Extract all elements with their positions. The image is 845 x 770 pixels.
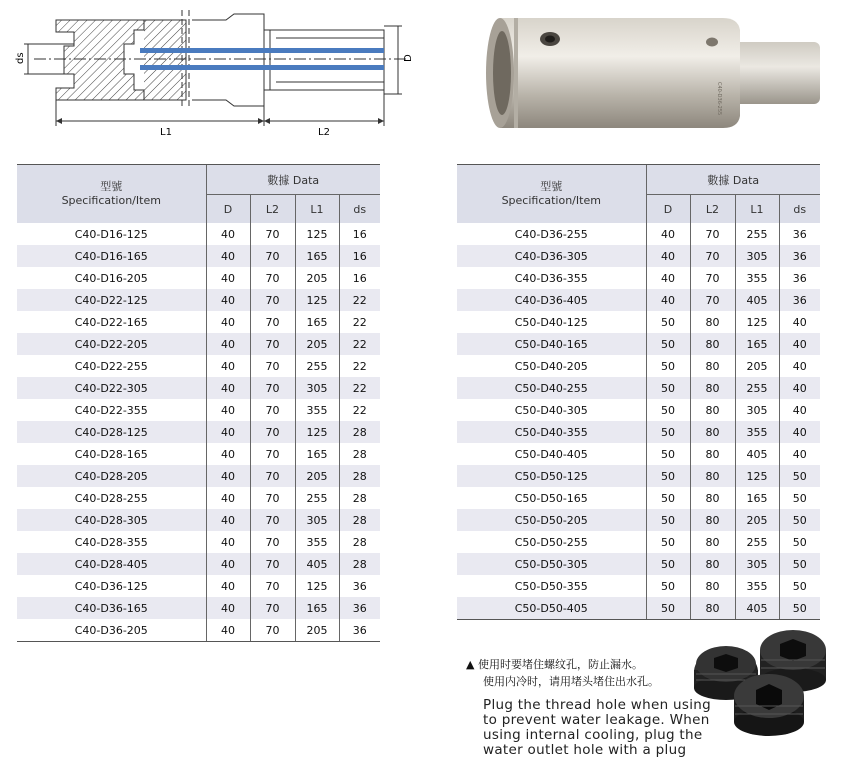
table-row xyxy=(17,531,380,553)
cell-item: C40-D28-125 xyxy=(17,421,206,443)
cell-L2: 70 xyxy=(250,333,295,355)
cell-L2: 70 xyxy=(250,487,295,509)
cell-ds: 36 xyxy=(779,223,820,245)
table-row xyxy=(17,399,380,421)
cell-ds: 50 xyxy=(779,531,820,553)
cell-D: 40 xyxy=(206,465,250,487)
cell-ds: 50 xyxy=(779,487,820,509)
label-L1: L1 xyxy=(160,127,172,138)
cell-L2: 80 xyxy=(690,509,735,531)
cell-L2: 70 xyxy=(250,597,295,619)
cell-L1: 305 xyxy=(295,509,339,531)
cell-L1: 165 xyxy=(295,311,339,333)
table-row xyxy=(17,267,380,289)
table-row xyxy=(17,553,380,575)
cell-L2: 80 xyxy=(690,443,735,465)
cell-item: C40-D22-305 xyxy=(17,377,206,399)
cell-L1: 165 xyxy=(295,443,339,465)
label-D: D xyxy=(403,54,414,62)
cell-L2: 80 xyxy=(690,399,735,421)
cell-ds: 50 xyxy=(779,509,820,531)
cell-item: C50-D40-255 xyxy=(457,377,646,399)
cell-L1: 125 xyxy=(295,289,339,311)
cell-item: C40-D36-405 xyxy=(457,289,646,311)
cell-L2: 70 xyxy=(690,267,735,289)
cell-L1: 355 xyxy=(295,531,339,553)
cell-ds: 28 xyxy=(339,509,380,531)
cell-L2: 70 xyxy=(250,355,295,377)
cell-L1: 305 xyxy=(735,553,779,575)
table-row xyxy=(457,487,820,509)
cell-L2: 70 xyxy=(250,377,295,399)
cell-ds: 36 xyxy=(779,267,820,289)
cell-L1: 405 xyxy=(735,597,779,620)
cell-ds: 28 xyxy=(339,487,380,509)
note-cn-line2: 使用内冷时，请用堵头堵住出水孔。 xyxy=(483,675,659,688)
table-row xyxy=(17,465,380,487)
header-item-en: Specification/Item xyxy=(501,194,601,207)
cell-D: 40 xyxy=(206,531,250,553)
table-row xyxy=(17,509,380,531)
table-row xyxy=(457,267,820,289)
cell-ds: 50 xyxy=(779,553,820,575)
table-row xyxy=(17,443,380,465)
cell-D: 40 xyxy=(206,223,250,245)
table-row xyxy=(17,311,380,333)
cell-item: C40-D28-355 xyxy=(17,531,206,553)
cell-D: 50 xyxy=(646,487,690,509)
cell-L2: 70 xyxy=(690,289,735,311)
cell-D: 50 xyxy=(646,377,690,399)
cell-item: C50-D50-165 xyxy=(457,487,646,509)
note-en-line4: water outlet hole with a plug xyxy=(483,742,687,758)
cell-D: 40 xyxy=(206,443,250,465)
cell-item: C40-D36-255 xyxy=(457,223,646,245)
cell-L1: 165 xyxy=(295,245,339,267)
table-row xyxy=(457,465,820,487)
cell-L1: 125 xyxy=(735,465,779,487)
plug-screws-photo xyxy=(684,624,840,748)
cell-ds: 36 xyxy=(339,597,380,619)
table-row xyxy=(457,509,820,531)
cell-L2: 80 xyxy=(690,531,735,553)
table-row xyxy=(17,223,380,245)
cell-ds: 40 xyxy=(779,355,820,377)
header-col-L2: L2 xyxy=(690,195,735,224)
cell-L2: 70 xyxy=(250,575,295,597)
cell-L2: 80 xyxy=(690,597,735,620)
note-en-line2: to prevent water leakage. When xyxy=(483,712,710,728)
cell-ds: 22 xyxy=(339,355,380,377)
spec-table-right xyxy=(457,164,820,620)
cell-L2: 70 xyxy=(250,421,295,443)
cell-item: C50-D40-165 xyxy=(457,333,646,355)
cell-ds: 16 xyxy=(339,245,380,267)
header-item-cn: 型號 xyxy=(540,180,563,193)
cell-L1: 255 xyxy=(735,223,779,245)
table-row xyxy=(17,289,380,311)
cell-D: 40 xyxy=(646,245,690,267)
table-row xyxy=(17,575,380,597)
cell-L2: 70 xyxy=(250,399,295,421)
cell-L2: 80 xyxy=(690,333,735,355)
cell-L2: 70 xyxy=(250,531,295,553)
cell-ds: 28 xyxy=(339,421,380,443)
cell-L1: 305 xyxy=(295,377,339,399)
cell-D: 50 xyxy=(646,465,690,487)
cell-ds: 36 xyxy=(339,575,380,597)
cell-L2: 80 xyxy=(690,465,735,487)
cell-L2: 80 xyxy=(690,311,735,333)
table-row xyxy=(17,619,380,642)
cell-ds: 16 xyxy=(339,267,380,289)
table-row xyxy=(457,443,820,465)
cell-ds: 22 xyxy=(339,377,380,399)
cell-D: 50 xyxy=(646,333,690,355)
cell-ds: 28 xyxy=(339,443,380,465)
cell-item: C40-D36-125 xyxy=(17,575,206,597)
table-row xyxy=(17,333,380,355)
cell-L1: 125 xyxy=(735,311,779,333)
cell-item: C40-D28-205 xyxy=(17,465,206,487)
table-row xyxy=(457,421,820,443)
technical-drawing xyxy=(14,8,414,140)
table-row xyxy=(457,575,820,597)
cell-D: 50 xyxy=(646,421,690,443)
cell-L1: 205 xyxy=(295,465,339,487)
cell-ds: 16 xyxy=(339,223,380,245)
table-row xyxy=(457,377,820,399)
cell-ds: 36 xyxy=(779,289,820,311)
cell-ds: 36 xyxy=(339,619,380,642)
cell-D: 40 xyxy=(206,399,250,421)
cell-D: 40 xyxy=(206,487,250,509)
cell-item: C40-D22-205 xyxy=(17,333,206,355)
cell-L2: 80 xyxy=(690,421,735,443)
cell-ds: 22 xyxy=(339,311,380,333)
cell-L2: 70 xyxy=(250,443,295,465)
cell-L2: 70 xyxy=(690,245,735,267)
cell-L1: 165 xyxy=(295,597,339,619)
cell-L1: 255 xyxy=(735,531,779,553)
table-row xyxy=(457,333,820,355)
cell-L2: 70 xyxy=(250,245,295,267)
header-item xyxy=(457,165,646,224)
cell-ds: 22 xyxy=(339,289,380,311)
cell-item: C50-D40-125 xyxy=(457,311,646,333)
cell-L2: 80 xyxy=(690,575,735,597)
cell-L1: 165 xyxy=(735,487,779,509)
cell-ds: 40 xyxy=(779,333,820,355)
cell-ds: 50 xyxy=(779,597,820,620)
cell-D: 40 xyxy=(206,421,250,443)
table-row xyxy=(17,421,380,443)
cell-item: C50-D50-405 xyxy=(457,597,646,620)
cell-D: 50 xyxy=(646,443,690,465)
cell-D: 40 xyxy=(206,333,250,355)
cell-L1: 205 xyxy=(735,355,779,377)
cell-item: C40-D36-165 xyxy=(17,597,206,619)
table-row xyxy=(457,531,820,553)
table-row xyxy=(457,553,820,575)
header-col-L1: L1 xyxy=(735,195,779,224)
note-en-line3: using internal cooling, plug the xyxy=(483,727,703,743)
table-row xyxy=(457,223,820,245)
table-right-body xyxy=(457,223,820,620)
cell-L1: 305 xyxy=(735,245,779,267)
table-row xyxy=(457,245,820,267)
cell-D: 40 xyxy=(206,245,250,267)
table-row xyxy=(457,597,820,620)
header-item-en: Specification/Item xyxy=(61,194,161,207)
cell-item: C40-D16-205 xyxy=(17,267,206,289)
cell-L1: 125 xyxy=(295,421,339,443)
cell-item: C50-D40-405 xyxy=(457,443,646,465)
cell-L2: 80 xyxy=(690,355,735,377)
cell-L1: 355 xyxy=(735,267,779,289)
cell-item: C50-D40-205 xyxy=(457,355,646,377)
header-col-ds: ds xyxy=(779,195,820,224)
cell-ds: 28 xyxy=(339,531,380,553)
cell-D: 40 xyxy=(206,509,250,531)
header-item xyxy=(17,165,206,224)
table-row xyxy=(17,487,380,509)
cell-L2: 70 xyxy=(690,223,735,245)
cell-L2: 70 xyxy=(250,267,295,289)
cell-L1: 205 xyxy=(295,619,339,642)
note-en-line1: Plug the thread hole when using xyxy=(483,697,711,713)
plug-screw-3 xyxy=(734,674,804,736)
cell-D: 40 xyxy=(206,377,250,399)
header-col-D: D xyxy=(206,195,250,224)
cell-L1: 125 xyxy=(295,223,339,245)
cell-D: 40 xyxy=(206,597,250,619)
cell-ds: 50 xyxy=(779,575,820,597)
cell-L1: 255 xyxy=(295,355,339,377)
cell-ds: 36 xyxy=(779,245,820,267)
cell-D: 40 xyxy=(646,289,690,311)
cell-L1: 305 xyxy=(735,399,779,421)
note-cn xyxy=(466,656,706,690)
cell-item: C50-D40-305 xyxy=(457,399,646,421)
cell-item: C40-D28-305 xyxy=(17,509,206,531)
cell-ds: 50 xyxy=(779,465,820,487)
table-row xyxy=(17,377,380,399)
table-row xyxy=(457,355,820,377)
cell-item: C50-D50-255 xyxy=(457,531,646,553)
cell-L2: 70 xyxy=(250,289,295,311)
cell-L1: 125 xyxy=(295,575,339,597)
cell-ds: 22 xyxy=(339,333,380,355)
cell-item: C50-D50-305 xyxy=(457,553,646,575)
cell-L1: 205 xyxy=(295,333,339,355)
cell-L2: 80 xyxy=(690,487,735,509)
cell-L2: 80 xyxy=(690,377,735,399)
label-L2: L2 xyxy=(318,127,330,138)
cell-D: 50 xyxy=(646,553,690,575)
cell-D: 50 xyxy=(646,597,690,620)
table-row xyxy=(457,311,820,333)
cell-D: 40 xyxy=(646,267,690,289)
table-left-body xyxy=(17,223,380,642)
table-row xyxy=(457,289,820,311)
cell-item: C40-D22-355 xyxy=(17,399,206,421)
header-data: 數據 Data xyxy=(206,165,380,195)
cell-item: C40-D16-125 xyxy=(17,223,206,245)
cell-D: 40 xyxy=(206,553,250,575)
cell-L1: 355 xyxy=(735,421,779,443)
cell-item: C40-D16-165 xyxy=(17,245,206,267)
cell-L2: 80 xyxy=(690,553,735,575)
label-ds: ds xyxy=(15,52,26,64)
cell-L2: 70 xyxy=(250,553,295,575)
table-row xyxy=(457,399,820,421)
cell-L2: 70 xyxy=(250,509,295,531)
product-photo xyxy=(478,12,826,132)
cell-D: 50 xyxy=(646,509,690,531)
cell-L1: 355 xyxy=(735,575,779,597)
cell-ds: 40 xyxy=(779,443,820,465)
cell-ds: 28 xyxy=(339,553,380,575)
cell-ds: 40 xyxy=(779,311,820,333)
table-row xyxy=(17,355,380,377)
cell-D: 40 xyxy=(206,355,250,377)
cell-item: C40-D22-125 xyxy=(17,289,206,311)
cell-D: 40 xyxy=(206,267,250,289)
cell-D: 40 xyxy=(206,575,250,597)
cell-D: 50 xyxy=(646,311,690,333)
cell-L1: 205 xyxy=(295,267,339,289)
cell-L1: 205 xyxy=(735,509,779,531)
cell-L1: 405 xyxy=(735,443,779,465)
cell-item: C40-D22-165 xyxy=(17,311,206,333)
cell-L1: 405 xyxy=(295,553,339,575)
cell-D: 40 xyxy=(206,289,250,311)
cell-D: 40 xyxy=(646,223,690,245)
cell-item: C50-D40-355 xyxy=(457,421,646,443)
note-cn-line1: ▲ 使用时要堵住螺纹孔，防止漏水。 xyxy=(466,658,643,671)
cell-L1: 165 xyxy=(735,333,779,355)
cell-D: 50 xyxy=(646,575,690,597)
cell-L2: 70 xyxy=(250,619,295,642)
header-item-cn: 型號 xyxy=(100,180,123,193)
header-col-L1: L1 xyxy=(295,195,339,224)
cell-L2: 70 xyxy=(250,223,295,245)
header-col-L2: L2 xyxy=(250,195,295,224)
cell-L1: 255 xyxy=(735,377,779,399)
cell-item: C40-D28-165 xyxy=(17,443,206,465)
cell-L2: 70 xyxy=(250,311,295,333)
spec-table-left xyxy=(17,164,380,642)
cell-item: C50-D50-355 xyxy=(457,575,646,597)
cell-D: 40 xyxy=(206,311,250,333)
cell-item: C50-D50-205 xyxy=(457,509,646,531)
cell-L1: 355 xyxy=(295,399,339,421)
header-col-D: D xyxy=(646,195,690,224)
cell-L1: 405 xyxy=(735,289,779,311)
table-row xyxy=(17,245,380,267)
cell-ds: 40 xyxy=(779,399,820,421)
cell-ds: 40 xyxy=(779,377,820,399)
cell-D: 40 xyxy=(206,619,250,642)
cell-item: C40-D28-405 xyxy=(17,553,206,575)
table-row xyxy=(17,597,380,619)
cell-ds: 40 xyxy=(779,421,820,443)
cell-L2: 70 xyxy=(250,465,295,487)
cell-item: C40-D36-355 xyxy=(457,267,646,289)
header-data: 數據 Data xyxy=(646,165,820,195)
cell-L1: 255 xyxy=(295,487,339,509)
header-col-ds: ds xyxy=(339,195,380,224)
cell-D: 50 xyxy=(646,531,690,553)
cell-ds: 22 xyxy=(339,399,380,421)
photo-engraving: C40-D36-255 xyxy=(716,82,722,116)
cell-D: 50 xyxy=(646,399,690,421)
cell-item: C40-D22-255 xyxy=(17,355,206,377)
cell-item: C40-D28-255 xyxy=(17,487,206,509)
cell-ds: 28 xyxy=(339,465,380,487)
cell-D: 50 xyxy=(646,355,690,377)
cell-item: C40-D36-205 xyxy=(17,619,206,642)
cell-item: C40-D36-305 xyxy=(457,245,646,267)
cell-item: C50-D50-125 xyxy=(457,465,646,487)
